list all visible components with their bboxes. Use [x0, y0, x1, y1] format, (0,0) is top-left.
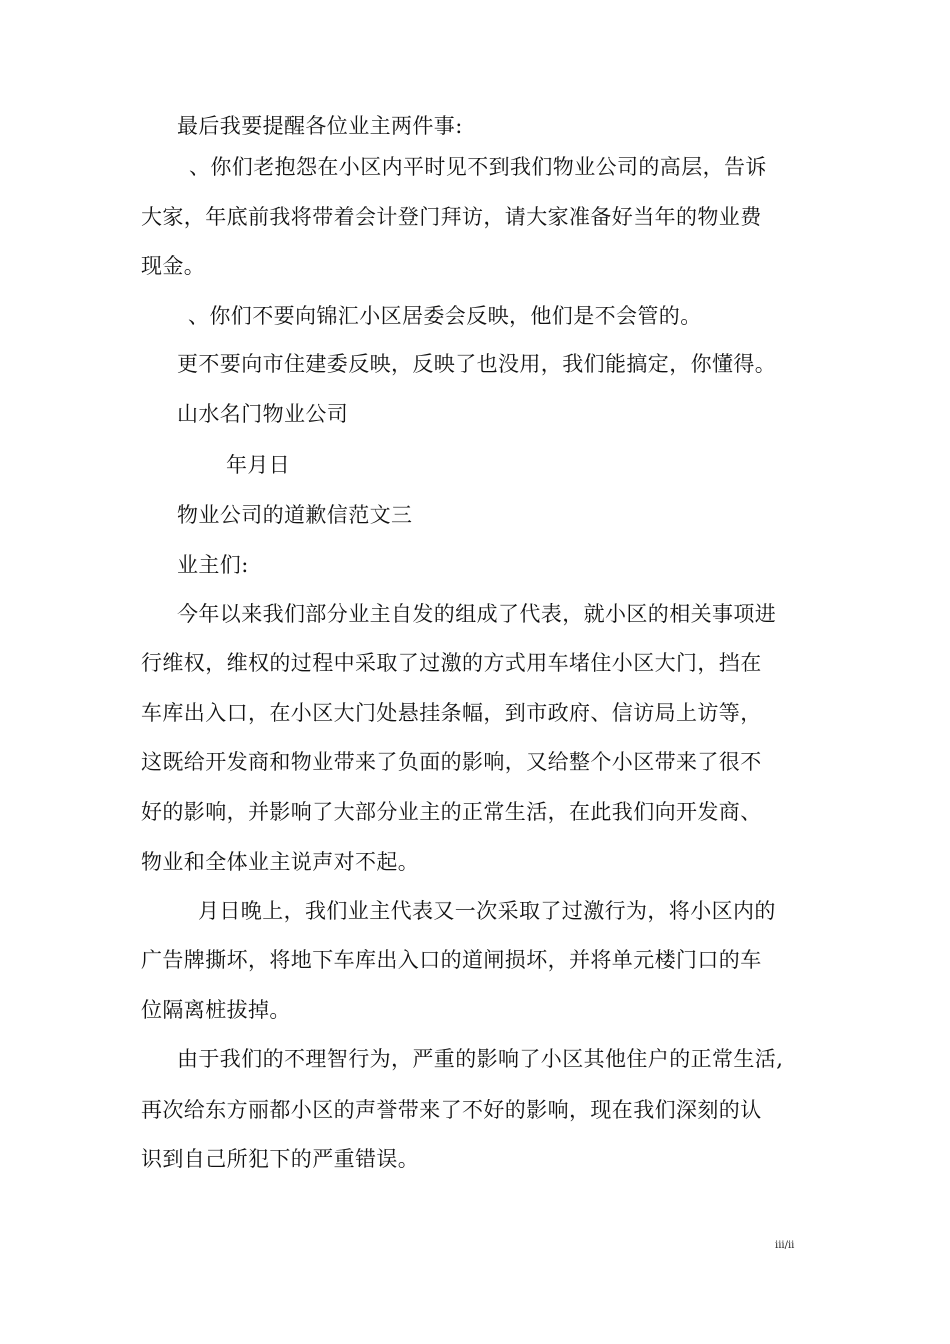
text-line-3: 大家，年底前我将带着会计登门拜访，请大家准备好当年的物业费: [141, 205, 762, 229]
text-line-14: 这既给开发商和物业带来了负面的影响，又给整个小区带来了很不: [141, 750, 762, 774]
page-number: iii/ii: [775, 1240, 795, 1251]
text-line-19: 位隔离桩拔掉。: [141, 998, 291, 1022]
text-line-5: 、你们不要向锦汇小区居委会反映，他们是不会管的。: [188, 304, 702, 328]
salutation: 业主们:: [177, 553, 249, 577]
section-heading: 物业公司的道歉信范文三: [177, 503, 413, 527]
text-line-11: 今年以来我们部分业主自发的组成了代表，就小区的相关事项进: [177, 602, 777, 626]
text-line-16: 物业和全体业主说声对不起。: [141, 850, 420, 874]
text-line-1: 最后我要提醒各位业主两件事:: [177, 114, 463, 138]
text-line-13: 车库出入口，在小区大门处悬挂条幅，到市政府、信访局上访等，: [141, 701, 762, 725]
text-line-18: 广告牌撕坏，将地下车库出入口的道闸损坏，并将单元楼门口的车: [141, 948, 762, 972]
text-line-15: 好的影响，并影响了大部分业主的正常生活，在此我们向开发商、: [141, 800, 762, 824]
text-line-4: 现金。: [141, 254, 206, 278]
text-line-2: 、你们老抱怨在小区内平时见不到我们物业公司的高层，告诉: [189, 155, 767, 179]
text-line-22: 识到自己所犯下的严重错误。: [141, 1147, 420, 1171]
date-line: 年月日: [226, 453, 291, 477]
text-line-20: 由于我们的不理智行为，严重的影响了小区其他住户的正常生活,: [177, 1047, 784, 1071]
text-line-12: 行维权，维权的过程中采取了过激的方式用车堵住小区大门，挡在: [141, 651, 762, 675]
text-line-21: 再次给东方丽都小区的声誉带来了不好的影响，现在我们深刻的认: [141, 1098, 762, 1122]
text-line-7: 山水名门物业公司: [177, 402, 349, 426]
text-line-6: 更不要向市住建委反映，反映了也没用，我们能搞定，你懂得。: [177, 352, 777, 376]
text-line-17: 月日晚上，我们业主代表又一次采取了过激行为，将小区内的: [198, 899, 776, 923]
